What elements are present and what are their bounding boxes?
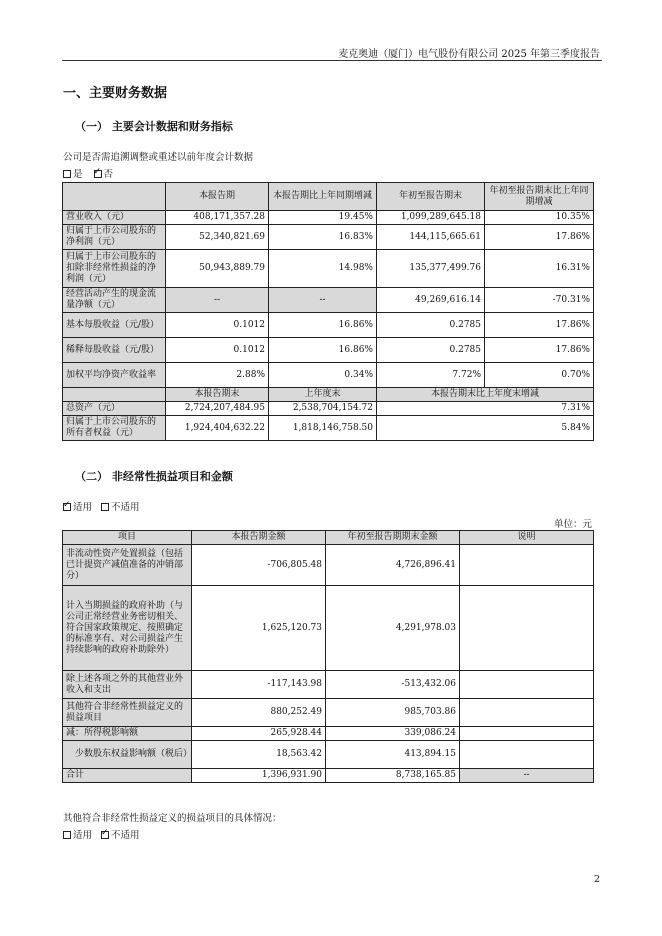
table-header-row [63, 531, 594, 545]
header-cell: 项目 [63, 531, 192, 545]
cell: 10.35% [485, 211, 594, 225]
subsection-title-1: （一） 主要会计数据和财务指标 [75, 120, 233, 133]
cell: 16.83% [269, 225, 377, 250]
table-row [63, 402, 594, 416]
option-apply-label: 适用 [73, 502, 93, 513]
cell: 7.31% [377, 402, 594, 416]
row-label: 减：所得税影响额 [63, 727, 192, 741]
table-row [63, 363, 594, 388]
cell: 4,291,978.03 [326, 586, 460, 671]
table-header-row [63, 183, 594, 211]
option-no-label: 否 [103, 169, 114, 180]
unit-label: 单位：元 [553, 519, 592, 530]
option-yes-label: 是 [73, 169, 83, 180]
header-cell [63, 183, 166, 211]
table-row [63, 250, 594, 288]
table-row [63, 586, 594, 671]
running-header: 麦克奥迪（厦门）电气股份有限公司 2025 年第三季度报告 [338, 49, 600, 60]
cell: 1,924,404,632.22 [166, 416, 269, 441]
table-row [63, 671, 594, 699]
row-label: 归属于上市公司股东的扣除非经常性损益的净利润（元） [63, 250, 166, 288]
cell: 135,377,499.76 [377, 250, 485, 288]
cell: 265,928.44 [192, 727, 326, 741]
cell: -- [269, 288, 377, 313]
cell: 0.1012 [166, 313, 269, 338]
cell: -513,432.06 [326, 671, 460, 699]
cell: 19.45% [269, 211, 377, 225]
cell [460, 671, 594, 699]
header-cell: 本报告期 [166, 183, 269, 211]
cell: 0.1012 [166, 338, 269, 363]
header-cell: 上年度末 [269, 388, 377, 402]
cell: 144,115,665.61 [377, 225, 485, 250]
cell: 17.86% [485, 338, 594, 363]
cell: 2,724,207,484.95 [166, 402, 269, 416]
table-row [63, 211, 594, 225]
table-row [63, 727, 594, 741]
cell: 985,703.86 [326, 699, 460, 727]
header-cell: 年初至报告期期末金额 [326, 531, 460, 545]
row-label: 其他符合非经常性损益定义的损益项目 [63, 699, 192, 727]
cell: 1,099,289,645.18 [377, 211, 485, 225]
cell: 4,726,896.41 [326, 545, 460, 586]
table-row [63, 313, 594, 338]
subsection-title-2: （二） 非经常性损益项目和金额 [75, 470, 233, 483]
cell: 1,818,146,758.50 [269, 416, 377, 441]
section-title: 一、主要财务数据 [63, 86, 168, 101]
row-label: 除上述各项之外的其他营业外收入和支出 [63, 671, 192, 699]
header-cell: 说明 [460, 531, 594, 545]
non-recurring-table [62, 530, 594, 783]
cell: 0.70% [485, 363, 594, 388]
cell [460, 699, 594, 727]
row-label: 营业收入（元） [63, 211, 166, 225]
row-label: 非流动性资产处置损益（包括已计提资产减值准备的冲销部分） [63, 545, 192, 586]
cell [460, 741, 594, 769]
option-not-apply-label: 不适用 [111, 502, 140, 513]
key-financial-table [62, 182, 594, 441]
cell: 2,538,704,154.72 [269, 402, 377, 416]
table-subheader-row [63, 388, 594, 402]
row-label: 合计 [63, 769, 192, 783]
cell: 52,340,821.69 [166, 225, 269, 250]
restatement-question: 公司是否需追溯调整或重述以前年度会计数据 [63, 152, 254, 163]
table-row [63, 741, 594, 769]
cell: 17.86% [485, 313, 594, 338]
table-row [63, 288, 594, 313]
other-items-options [63, 827, 140, 841]
cell: 408,171,357.28 [166, 211, 269, 225]
cell: 2.88% [166, 363, 269, 388]
header-cell [63, 388, 166, 402]
checkbox-not-apply[interactable] [101, 503, 109, 511]
cell: 16.86% [269, 313, 377, 338]
cell: 49,269,616.14 [377, 288, 485, 313]
cell: 1,625,120.73 [192, 586, 326, 671]
cell: 0.34% [269, 363, 377, 388]
cell: -117,143.98 [192, 671, 326, 699]
cell [460, 727, 594, 741]
row-label: 少数股东权益影响额（税后） [63, 741, 192, 769]
table-row [63, 416, 594, 441]
table-row [63, 545, 594, 586]
cell: 8,738,165.85 [326, 769, 460, 783]
row-label: 经营活动产生的现金流量净额（元） [63, 288, 166, 313]
checkbox-apply[interactable] [63, 831, 71, 839]
checkbox-apply[interactable] [63, 503, 71, 511]
restatement-options [63, 166, 113, 180]
cell: 14.98% [269, 250, 377, 288]
row-label: 基本每股收益（元/股） [63, 313, 166, 338]
row-label: 归属于上市公司股东的净利润（元） [63, 225, 166, 250]
cell: 16.31% [485, 250, 594, 288]
row-label: 总资产（元） [63, 402, 166, 416]
header-cell: 本报告期末比上年度末增减 [377, 388, 594, 402]
cell [460, 545, 594, 586]
table-row [63, 769, 594, 783]
applicability-options [63, 499, 140, 513]
cell [460, 586, 594, 671]
table-row [63, 338, 594, 363]
header-cell: 本报告期末 [166, 388, 269, 402]
cell: 1,396,931.90 [192, 769, 326, 783]
cell: 339,086.24 [326, 727, 460, 741]
header-cell: 年初至报告期末比上年同期增减 [485, 183, 594, 211]
cell: -- [460, 769, 594, 783]
table-row [63, 225, 594, 250]
option-apply-label: 适用 [73, 830, 93, 841]
cell: 16.86% [269, 338, 377, 363]
checkbox-yes[interactable] [63, 170, 71, 178]
row-label: 归属于上市公司股东的所有者权益（元） [63, 416, 166, 441]
cell: 17.86% [485, 225, 594, 250]
cell: 413,894.15 [326, 741, 460, 769]
checkbox-no[interactable] [94, 170, 102, 178]
cell: -70.31% [485, 288, 594, 313]
row-label: 计入当期损益的政府补助（与公司正常经营业务密切相关、符合国家政策规定、按照确定的标准享有、对公司损益产生持续影响的政府补助除外） [63, 586, 192, 671]
cell: 50,943,889.79 [166, 250, 269, 288]
header-divider [62, 60, 602, 61]
header-cell: 本报告期比上年同期增减 [269, 183, 377, 211]
option-not-apply-label: 不适用 [111, 830, 140, 841]
cell: 0.2785 [377, 338, 485, 363]
cell: 880,252.49 [192, 699, 326, 727]
checkbox-not-apply[interactable] [101, 831, 109, 839]
cell: 18,563.42 [192, 741, 326, 769]
cell: -- [166, 288, 269, 313]
cell: 7.72% [377, 363, 485, 388]
header-cell: 年初至报告期末 [377, 183, 485, 211]
cell: -706,805.48 [192, 545, 326, 586]
page-number: 2 [593, 874, 600, 885]
table-row [63, 699, 594, 727]
other-items-note: 其他符合非经常性损益定义的损益项目的具体情况： [63, 813, 282, 824]
row-label: 加权平均净资产收益率 [63, 363, 166, 388]
row-label: 稀释每股收益（元/股） [63, 338, 166, 363]
header-cell: 本报告期金额 [192, 531, 326, 545]
cell: 5.84% [377, 416, 594, 441]
cell: 0.2785 [377, 313, 485, 338]
